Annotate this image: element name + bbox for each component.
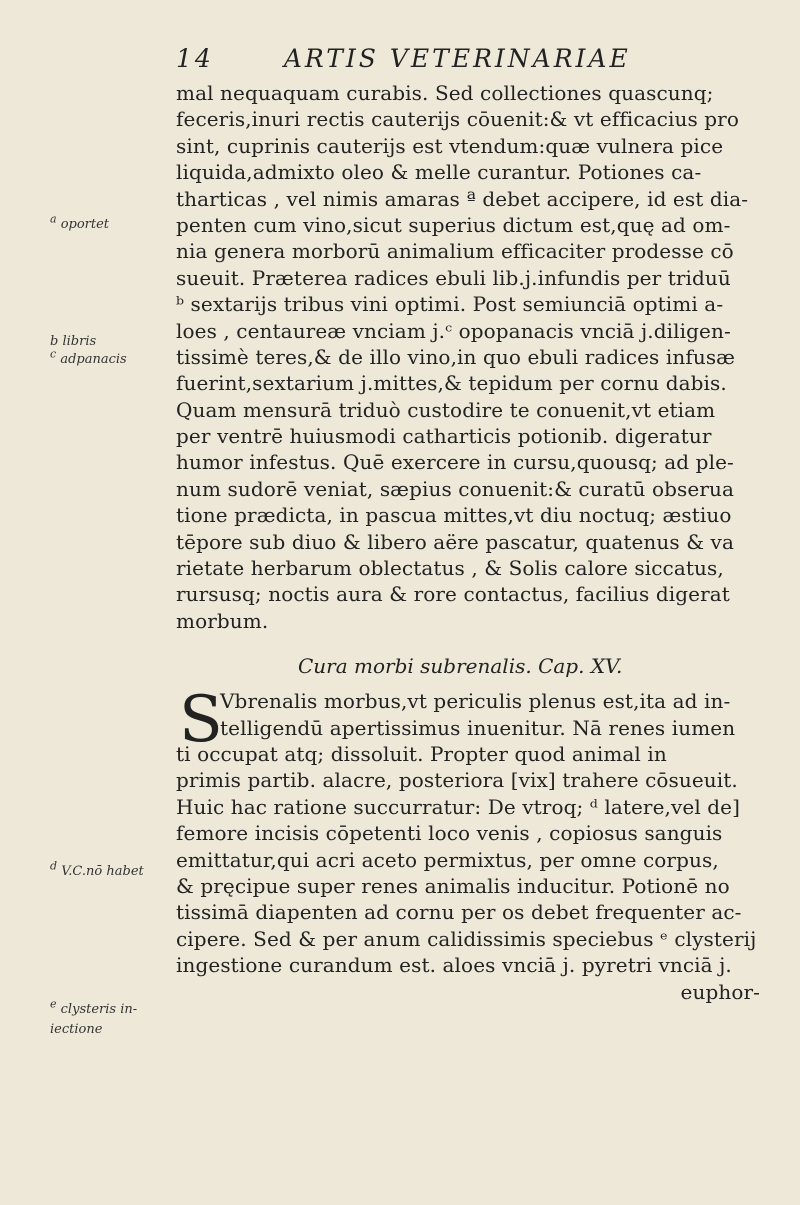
text-line: loes , centaureæ vnciam j.ᶜ opopanacis vnciā j.diligen- — [176, 318, 731, 343]
running-title: ARTIS VETERINARIAE — [283, 44, 631, 73]
text-line: tione prædicta, in pascua mittes,vt diu noctuq; æstiuo — [176, 503, 732, 528]
margin-note-e: $^e$ clysteris in- — [50, 997, 138, 1017]
drop-cap: S — [179, 683, 223, 758]
text-line: Quam mensurā triduò custodire te conuenit,vt etiam — [176, 397, 716, 422]
text-line: tissimè teres,& de illo vino,in quo ebuli radices infusæ — [176, 344, 736, 369]
page-number: 14 — [176, 44, 214, 73]
text-line: feceris,inuri rectis cauterijs cōuenit:& vt efficacius pro — [176, 107, 739, 132]
text-line: tissimā diapenten ad cornu per os debet frequenter ac- — [176, 900, 742, 925]
text-line: femore incisis cōpetenti loco venis , copiosus sanguis — [176, 821, 723, 846]
text-line: tharticas , vel nimis amaras ª debet accipere, id est dia- — [176, 186, 749, 211]
text-line: sint, cuprinis cauterijs est vtendum:quæ vulnera pice — [176, 133, 724, 158]
text-line: emittatur,qui acri aceto permixtus, per omne corpus, — [176, 847, 719, 872]
margin-note-b: b libris — [50, 334, 97, 349]
text-line: mal nequaquam curabis. Sed collectiones quascunq; — [176, 81, 714, 105]
text-line: primis partib. alacre, posteriora [vix] trahere cōsueuit. — [176, 768, 738, 793]
margin-note-e-continued: iectione — [50, 1022, 103, 1037]
text-line: sueuit. Præterea radices ebuli lib.j.infundis per triduū — [176, 265, 731, 290]
text-line: nia genera morborū animalium efficaciter prodesse cō — [176, 239, 734, 264]
text-line: ᵇ sextarijs tribus vini optimi. Post semiunciā optimi a- — [176, 292, 724, 317]
main-text — [176, 80, 766, 1005]
text-line: num sudorē veniat, sæpius conuenit:& curatū obserua — [176, 476, 734, 501]
catchword: euphor- — [680, 979, 760, 1004]
chapter-heading: Cura morbi subrenalis. Cap. XV. — [298, 654, 623, 679]
text-line: Huic hac ratione succurratur: De vtroq; ᵈ latere,vel de] — [176, 794, 741, 819]
text-line: & pręcipue super renes animalis inducitur. Potionē no — [176, 873, 730, 898]
text-line: ingestione curandum est. aloes vnciā j. pyretri vnciā j. — [176, 953, 732, 978]
text-line: per ventrē huiusmodi catharticis potionib. digeratur — [176, 424, 712, 449]
text-line: tēpore sub diuo & libero aëre pascatur, quatenus & va — [176, 529, 734, 554]
margin-note-c: $^c$ adpanacis — [50, 347, 127, 367]
chapter-paragraph — [176, 683, 766, 1005]
text-line: humor infestus. Quē exercere in cursu,quousq; ad ple- — [176, 450, 734, 475]
text-line: rursusq; noctis aura & rore contactus, facilius digerat — [176, 582, 730, 607]
text-line: rietate herbarum oblectatus , & Solis calore siccatus, — [176, 556, 724, 581]
margin-note-a: $^a$ oportet — [50, 212, 110, 232]
text-line: fuerint,sextarium j.mittes,& tepidum per cornu dabis. — [176, 371, 727, 396]
text-line: penten cum vino,sicut superius dictum est,quę ad om- — [176, 212, 731, 237]
running-head — [176, 44, 766, 73]
margin-note-d: $^d$ V.C.nō habet — [50, 859, 144, 879]
text-line: liquida,admixto oleo & melle curantur. Potiones ca- — [176, 160, 702, 185]
text-line: telligendū apertissimus inuenitur. Nā renes iumen — [220, 715, 736, 740]
text-line: cipere. Sed & per anum calidissimis speciebus ᵉ clysterij — [176, 926, 757, 951]
text-line: ti occupat atq; dissoluit. Propter quod animal in — [176, 741, 667, 766]
text-line: morbum. — [176, 608, 269, 633]
text-line: Vbrenalis morbus,vt periculis plenus est,ita ad in- — [220, 689, 731, 714]
